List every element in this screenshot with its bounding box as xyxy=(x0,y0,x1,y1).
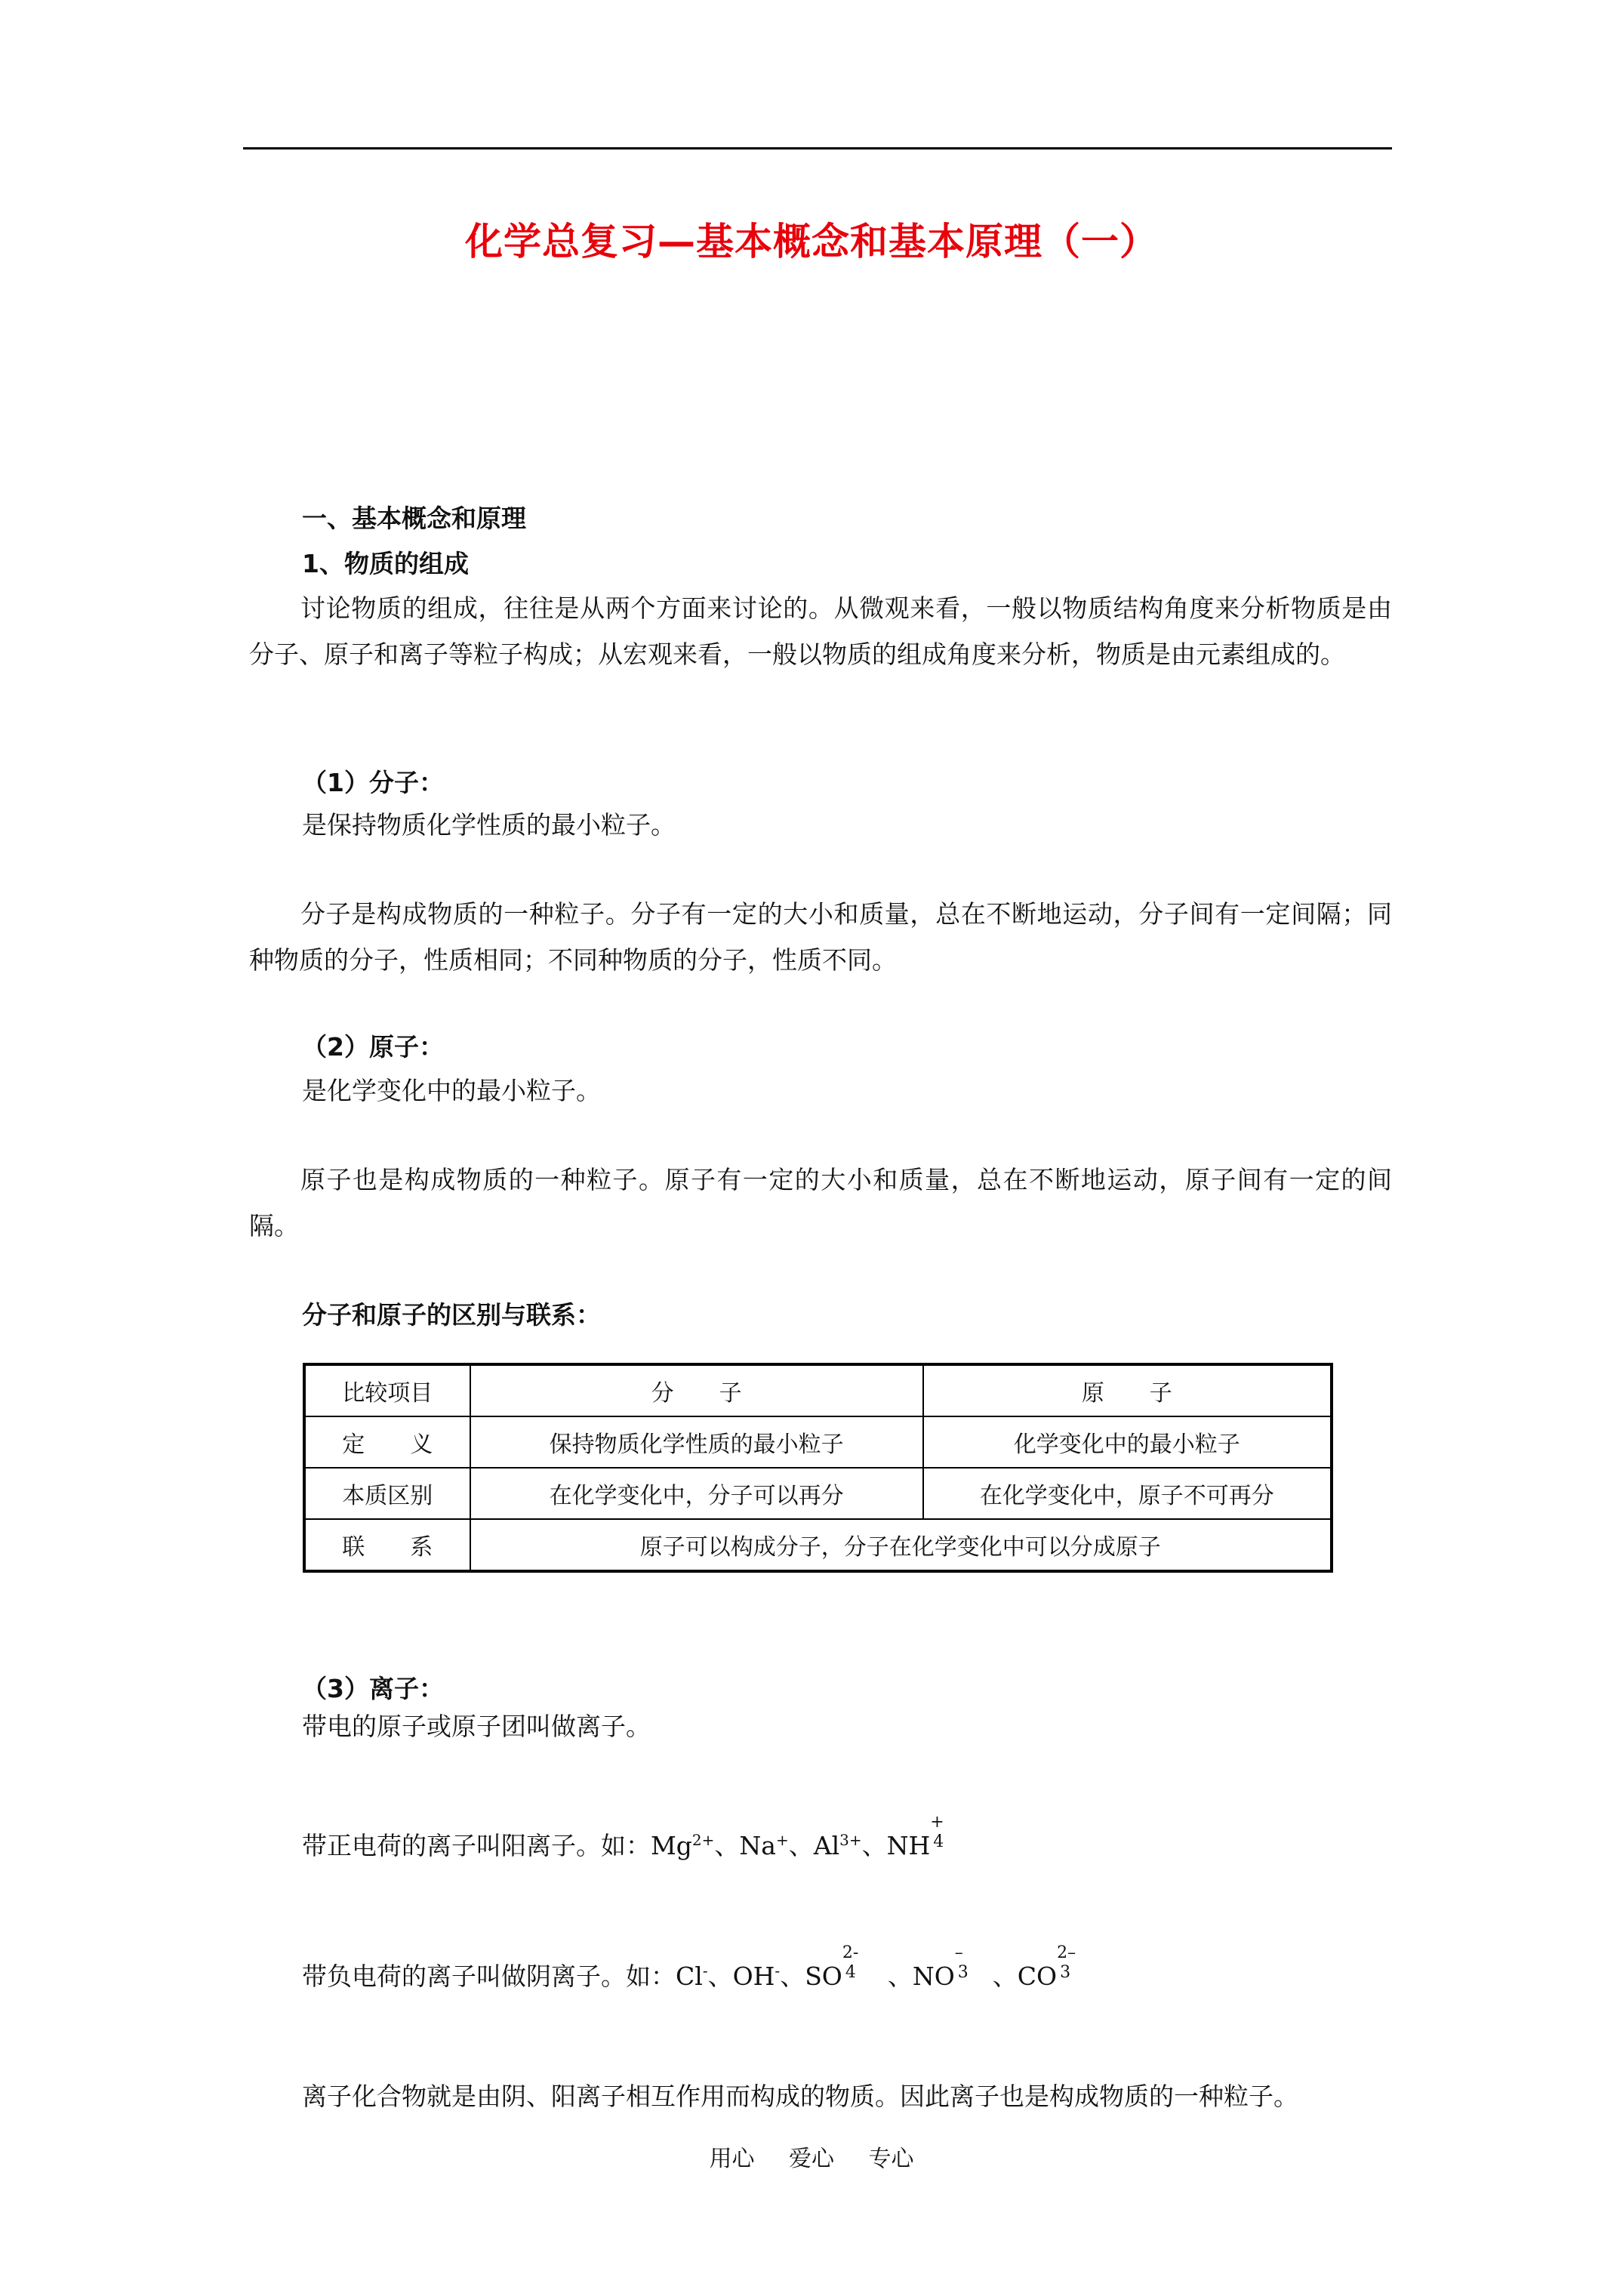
table-row xyxy=(304,1416,1332,1468)
table-cell: 本质区别 xyxy=(304,1468,470,1519)
section-heading: 一、基本概念和原理 xyxy=(302,504,526,533)
table-cell: 比较项目 xyxy=(304,1364,470,1416)
table-row xyxy=(304,1364,1332,1416)
ion-formula: Cl- xyxy=(676,1962,708,1991)
table-cell: 原 子 xyxy=(923,1364,1332,1416)
cation-line: 带正电荷的离子叫阳离子。如：$Mg^{2+}$、Na+、$Al^{3+}$、NH + 4 xyxy=(302,1827,948,1865)
table-cell: 在化学变化中，分子可以再分 xyxy=(470,1468,923,1519)
footer-text: 用心 xyxy=(709,2146,755,2172)
table-cell: 在化学变化中，原子不可再分 xyxy=(923,1468,1332,1519)
anion-text: 带负电荷的离子叫做阴离子。如： xyxy=(302,1962,676,1991)
page-footer xyxy=(0,2140,1623,2178)
footer-text: 专心 xyxy=(868,2146,914,2172)
page-title: 化学总复习—基本概念和基本原理（一） xyxy=(465,220,1158,264)
table-caption: 分子和原子的区别与联系： xyxy=(302,1300,601,1330)
anion-line: 带负电荷的离子叫做阴离子。如：Cl-、OH-、SO 2- 4 、NO – 3 、CO 2– 3 xyxy=(302,1943,1076,1991)
table-row xyxy=(304,1468,1332,1519)
ion-formula: CO 2– 3 xyxy=(1017,1943,1076,1991)
ion-heading: （3）离子： xyxy=(302,1674,444,1703)
ion-formula: $Mg^{2+}$ xyxy=(651,1831,715,1860)
atom-definition: 是化学变化中的最小粒子。 xyxy=(302,1076,601,1105)
molecule-heading: （1）分子： xyxy=(302,768,444,797)
ion-formula: Na+ xyxy=(739,1831,789,1860)
footer-text: 爱心 xyxy=(789,2146,834,2172)
ion-formula: NH + 4 xyxy=(886,1813,944,1860)
table-cell: 保持物质化学性质的最小粒子 xyxy=(470,1416,923,1468)
molecule-definition: 是保持物质化学性质的最小粒子。 xyxy=(302,810,676,840)
table-row xyxy=(304,1519,1332,1571)
subsection-heading: 1、物质的组成 xyxy=(302,549,469,578)
table-cell: 定 义 xyxy=(304,1416,470,1468)
ion-definition: 带电的原子或原子团叫做离子。 xyxy=(302,1712,651,1741)
intro-paragraph: 讨论物质的组成，往往是从两个方面来讨论的。从微观来看，一般以物质结构角度来分析物质是由分子、原子和离子等粒子构成；从宏观来看，一般以物质的组成角度来分析，物质是由元素组成的。 xyxy=(249,593,1392,669)
ion-formula: $Al^{3+}$ xyxy=(813,1831,862,1860)
table-cell: 原子可以构成分子，分子在化学变化中可以分成原子 xyxy=(470,1519,1332,1571)
atom-heading: （2）原子： xyxy=(302,1032,444,1062)
table-cell: 联 系 xyxy=(304,1519,470,1571)
comparison-table xyxy=(303,1363,1333,1573)
atom-description: 原子也是构成物质的一种粒子。原子有一定的大小和质量，总在不断地运动，原子间有一定的间隔。 xyxy=(249,1165,1392,1240)
table-cell: 分 子 xyxy=(470,1364,923,1416)
ion-formula: NO – 3 xyxy=(912,1943,969,1991)
ionic-compound-paragraph: 离子化合物就是由阴、阳离子相互作用而构成的物质。因此离子也是构成物质的一种粒子。 xyxy=(302,2082,1298,2111)
ion-formula: SO 2- 4 xyxy=(805,1943,859,1991)
molecule-description: 分子是构成物质的一种粒子。分子有一定的大小和质量，总在不断地运动，分子间有一定间隔；同种物质的分子，性质相同；不同种物质的分子，性质不同。 xyxy=(249,899,1392,975)
table-cell: 化学变化中的最小粒子 xyxy=(923,1416,1332,1468)
header-rule xyxy=(243,147,1392,149)
ion-formula: OH- xyxy=(732,1962,781,1991)
cation-text: 带正电荷的离子叫阳离子。如： xyxy=(302,1831,651,1860)
